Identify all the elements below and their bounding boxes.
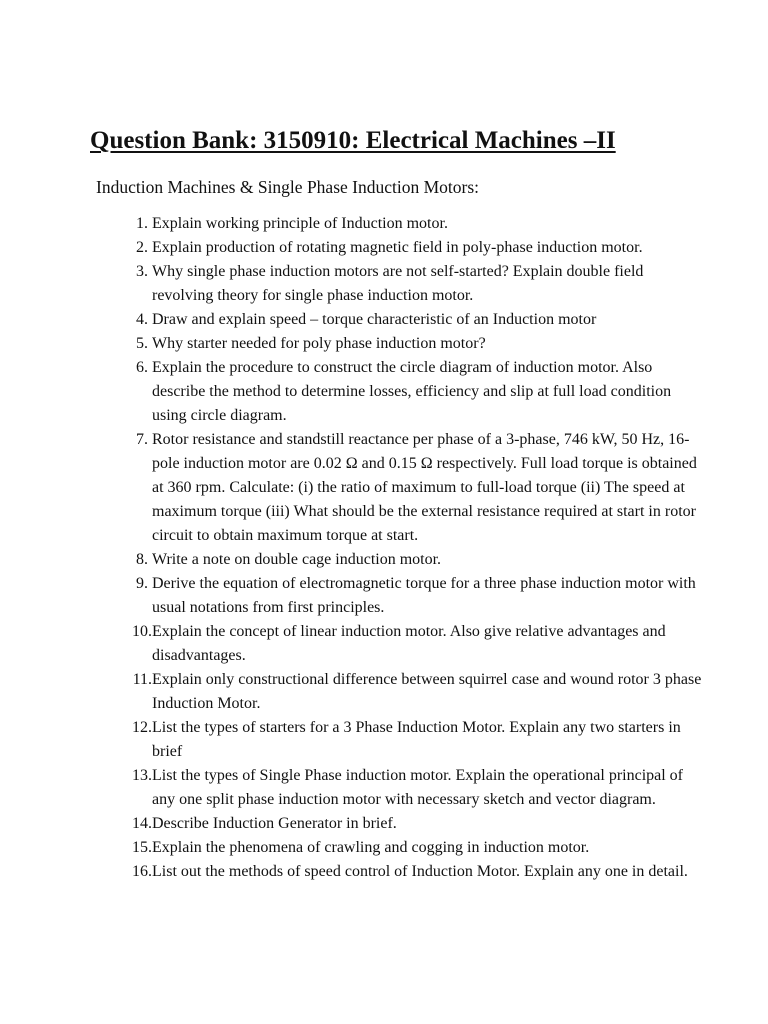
question-number: 10. bbox=[132, 623, 152, 640]
question-text: List the types of starters for a 3 Phase Induction Motor. Explain any two starters in brief bbox=[152, 719, 681, 760]
question-number: 6. bbox=[136, 359, 148, 376]
question-number: 4. bbox=[136, 311, 148, 328]
section-heading: Induction Machines & Single Phase Induction Motors: bbox=[96, 177, 480, 197]
question-number: 9. bbox=[136, 575, 148, 592]
question-text: List out the methods of speed control of Induction Motor. Explain any one in detail. bbox=[152, 863, 688, 880]
question-number: 8. bbox=[136, 551, 148, 568]
question-text: Explain production of rotating magnetic field in poly-phase induction motor. bbox=[152, 239, 643, 256]
question-item bbox=[0, 860, 707, 884]
question-item bbox=[0, 428, 707, 548]
question-text: Explain only constructional difference between squirrel case and wound rotor 3 phase Induction Motor. bbox=[152, 671, 702, 712]
question-number: 3. bbox=[136, 263, 148, 280]
question-list bbox=[0, 212, 768, 884]
question-number: 5. bbox=[136, 335, 148, 352]
question-item bbox=[0, 764, 707, 812]
document-title: Question Bank: 3150910: Electrical Machines –II bbox=[90, 127, 616, 154]
question-text: Rotor resistance and standstill reactance per phase of a 3-phase, 746 kW, 50 Hz, 16-pole induction motor are 0.02 Ω and 0.15 Ω respectively. Full load torque is obtained at 360 rpm. Calculate: (i) the ratio of maximum to full-load torque (ii) The speed at maximum torque (iii) What should be the external resistance required at start in rotor circuit to obtain maximum torque at start. bbox=[152, 431, 697, 544]
question-item bbox=[0, 572, 707, 620]
question-text: Describe Induction Generator in brief. bbox=[152, 815, 397, 832]
question-number: 12. bbox=[132, 719, 152, 736]
question-number: 1. bbox=[136, 215, 148, 232]
question-item bbox=[0, 308, 707, 332]
question-text: Why single phase induction motors are not self-started? Explain double field revolving theory for single phase induction motor. bbox=[152, 263, 644, 304]
question-item bbox=[0, 356, 707, 428]
question-text: Explain the concept of linear induction motor. Also give relative advantages and disadvantages. bbox=[152, 623, 666, 664]
question-number: 14. bbox=[132, 815, 152, 832]
question-text: Write a note on double cage induction motor. bbox=[152, 551, 442, 568]
question-item bbox=[0, 668, 707, 716]
question-text: Explain working principle of Induction motor. bbox=[152, 215, 448, 232]
question-number: 11. bbox=[132, 671, 152, 688]
question-number: 7. bbox=[136, 431, 148, 448]
question-item bbox=[0, 548, 707, 572]
question-text: Derive the equation of electromagnetic torque for a three phase induction motor with usual notations from first principles. bbox=[152, 575, 696, 616]
question-item bbox=[0, 212, 707, 236]
question-item bbox=[0, 236, 707, 260]
question-text: Explain the procedure to construct the circle diagram of induction motor. Also describe the method to determine losses, efficiency and slip at full load condition using circle diagram. bbox=[152, 359, 672, 424]
question-number: 16. bbox=[132, 863, 152, 880]
question-text: List the types of Single Phase induction motor. Explain the operational principal of any one split phase induction motor with necessary sketch and vector diagram. bbox=[152, 767, 684, 808]
question-number: 15. bbox=[132, 839, 152, 856]
question-item bbox=[0, 716, 707, 764]
question-item bbox=[0, 836, 707, 860]
question-item bbox=[0, 812, 707, 836]
question-text: Explain the phenomena of crawling and cogging in induction motor. bbox=[152, 839, 590, 856]
question-item bbox=[0, 332, 707, 356]
question-item bbox=[0, 620, 707, 668]
question-text: Why starter needed for poly phase induction motor? bbox=[152, 335, 486, 352]
question-item bbox=[0, 260, 707, 308]
question-text: Draw and explain speed – torque characteristic of an Induction motor bbox=[152, 311, 597, 328]
question-number: 13. bbox=[132, 767, 152, 784]
question-number: 2. bbox=[136, 239, 148, 256]
